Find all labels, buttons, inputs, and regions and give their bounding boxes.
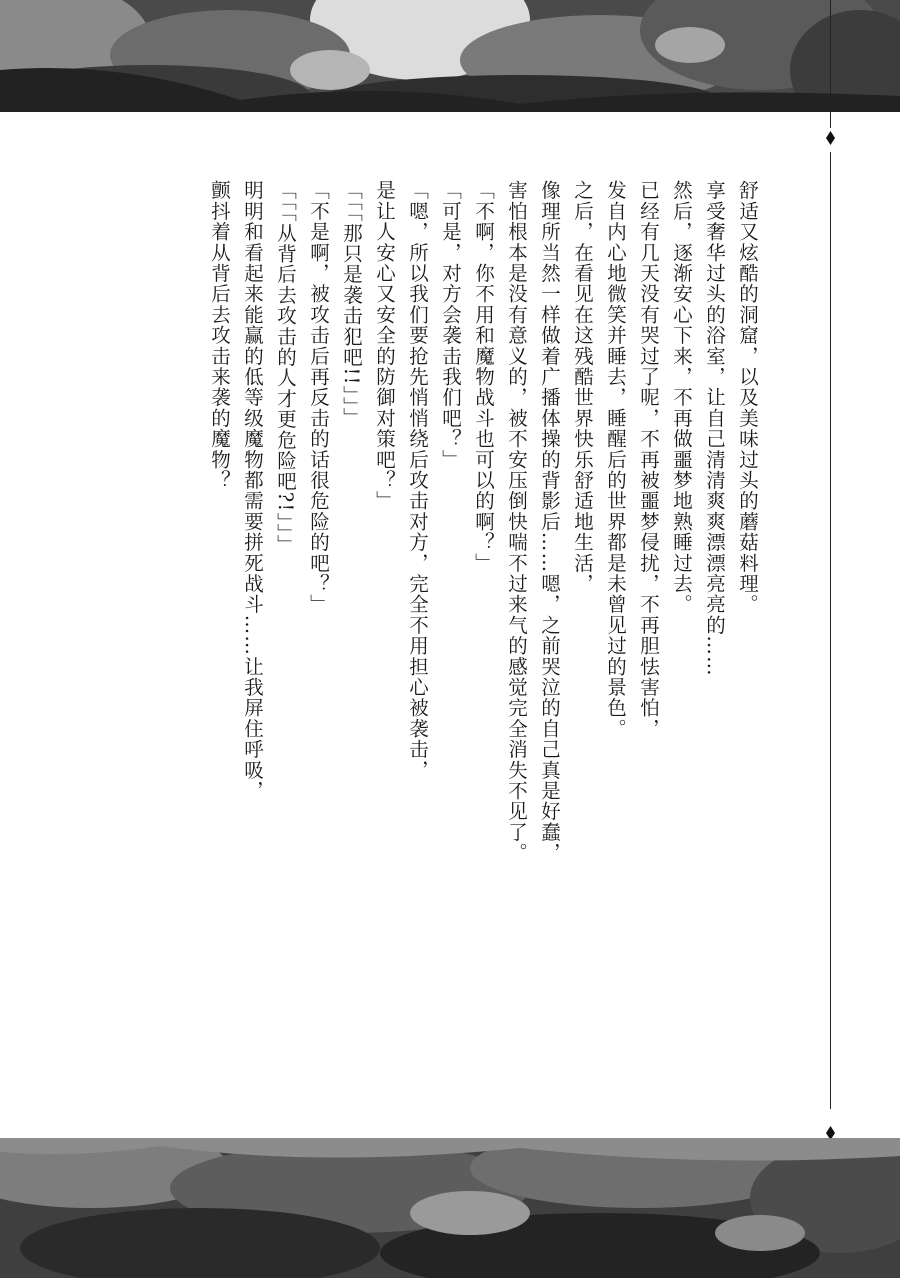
- paragraph-10: 颤抖着从背后去攻击来袭的魔物？: [208, 180, 231, 491]
- top-forest-illustration: [0, 0, 900, 112]
- dialogue-1: 「不啊，你不用和魔物战斗也可以的啊？」: [472, 180, 495, 574]
- dialogue-4: 「「「那只是袭击犯吧!!」」」: [340, 180, 363, 429]
- vertical-margin-rule: [830, 152, 831, 1109]
- dialogue-3: 「嗯，所以我们要抢先悄悄绕后攻击对方，完全不用担心被袭击，: [406, 180, 429, 781]
- paragraph-9: 明明和看起来能赢的低等级魔物都需要拼死战斗……让我屏住呼吸，: [241, 180, 264, 801]
- paragraph-4: 已经有几天没有哭过了呢，不再被噩梦侵扰，不再胆怯害怕，: [637, 180, 660, 739]
- paragraph-7: 像理所当然一样做着广播体操的背影后……嗯，之前哭泣的自己真是好蠢，: [538, 180, 561, 864]
- dialogue-6: 「「「从背后去攻击的人才更危险吧?!」」」: [274, 180, 297, 555]
- top-diamond-ornament: [826, 131, 835, 145]
- paragraph-3: 然后，逐渐安心下来，不再做噩梦地熟睡过去。: [670, 180, 693, 615]
- top-margin-rule: [830, 0, 831, 128]
- paragraph-6: 之后，在看见在这残酷世界快乐舒适地生活，: [571, 180, 594, 594]
- bottom-forest-illustration: [0, 1138, 900, 1278]
- paragraph-2: 享受奢华过头的浴室，让自己清清爽爽漂漂亮亮的……: [703, 180, 726, 677]
- paragraph-1: 舒适又炫酷的洞窟，以及美味过头的蘑菇料理。: [736, 180, 759, 615]
- vertical-text-body: [203, 180, 764, 1100]
- dialogue-5: 「不是啊，被攻击后再反击的话很危险的吧？」: [307, 180, 330, 615]
- paragraph-5: 发自内心地微笑并睡去，睡醒后的世界都是未曾见过的景色。: [604, 180, 627, 739]
- paragraph-8: 害怕根本是没有意义的，被不安压倒快喘不过来气的感觉完全消失不见了。: [505, 180, 528, 864]
- dialogue-3-cont: 是让人安心又安全的防御对策吧？」: [373, 180, 396, 512]
- dialogue-2: 「可是，对方会袭击我们吧？」: [439, 180, 462, 470]
